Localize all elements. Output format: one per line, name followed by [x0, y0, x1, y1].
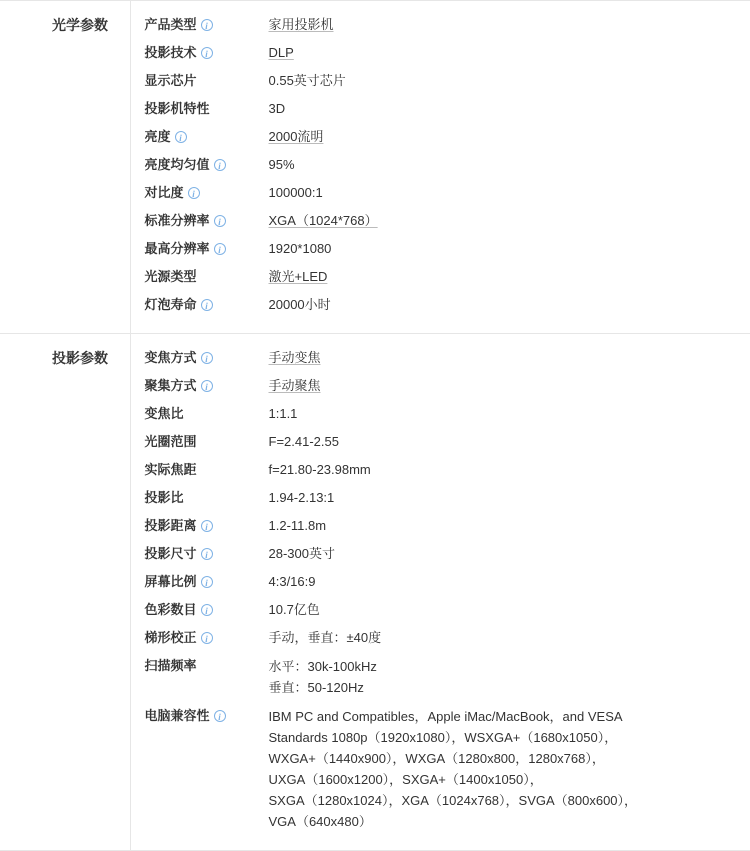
row-value: 95% — [269, 155, 750, 175]
spec-row — [131, 652, 750, 702]
row-label — [131, 706, 269, 726]
row-label — [131, 43, 269, 63]
row-label-text: 屏幕比例 — [145, 572, 197, 592]
spec-row — [131, 568, 750, 596]
row-label-text: 显示芯片 — [145, 71, 197, 91]
info-icon[interactable]: i — [214, 710, 226, 722]
row-label-text: 标准分辨率 — [145, 211, 210, 231]
row-label — [131, 544, 269, 564]
row-label-text: 投影比 — [145, 488, 184, 508]
row-label — [131, 432, 269, 452]
row-label-text: 产品类型 — [145, 15, 197, 35]
row-value: 1920*1080 — [269, 239, 750, 259]
row-value[interactable]: DLP — [269, 43, 750, 63]
spec-row — [131, 207, 750, 235]
spec-row — [131, 11, 750, 39]
row-label-text: 投影距离 — [145, 516, 197, 536]
value-line: UXGA（1600x1200），SXGA+（1400x1050）， — [269, 769, 731, 790]
row-label-text: 亮度均匀值 — [145, 155, 210, 175]
row-label-text: 变焦方式 — [145, 348, 197, 368]
info-icon[interactable]: i — [214, 215, 226, 227]
row-label — [131, 183, 269, 203]
info-icon[interactable]: i — [214, 159, 226, 171]
spec-row — [131, 372, 750, 400]
row-label-text: 对比度 — [145, 183, 184, 203]
info-icon[interactable]: i — [201, 299, 213, 311]
row-label — [131, 15, 269, 35]
row-label-text: 投影尺寸 — [145, 544, 197, 564]
row-value: 0.55英寸芯片 — [269, 71, 750, 91]
row-label — [131, 600, 269, 620]
row-label — [131, 211, 269, 231]
row-label-text: 亮度 — [145, 127, 171, 147]
row-label-text: 投影机特性 — [145, 99, 210, 119]
spec-row — [131, 151, 750, 179]
row-value — [269, 706, 750, 832]
row-value: 手动，垂直：±40度 — [269, 628, 750, 648]
value-line: 垂直：50-120Hz — [269, 677, 731, 698]
row-label-text: 灯泡寿命 — [145, 295, 197, 315]
info-icon[interactable]: i — [201, 352, 213, 364]
value-line: WXGA+（1440x900），WXGA（1280x800，1280x768）， — [269, 748, 731, 769]
spec-row — [131, 39, 750, 67]
info-icon[interactable]: i — [201, 19, 213, 31]
info-icon[interactable]: i — [201, 576, 213, 588]
row-label — [131, 127, 269, 147]
spec-row — [131, 428, 750, 456]
value-line: IBM PC and Compatibles，Apple iMac/MacBook，and VESA — [269, 706, 731, 727]
spec-section-projection — [0, 334, 750, 851]
spec-row — [131, 263, 750, 291]
row-value[interactable]: 2000流明 — [269, 127, 750, 147]
section-body-optical — [130, 1, 750, 334]
row-label — [131, 628, 269, 648]
row-label — [131, 239, 269, 259]
row-label — [131, 155, 269, 175]
section-title-projection: 投影参数 — [0, 334, 130, 851]
row-value[interactable]: XGA（1024*768） — [269, 211, 750, 231]
row-value: 10.7亿色 — [269, 600, 750, 620]
row-label-text: 光源类型 — [145, 267, 197, 287]
row-value: 1.94-2.13:1 — [269, 488, 750, 508]
row-label-text: 实际焦距 — [145, 460, 197, 480]
row-label — [131, 376, 269, 396]
spec-row — [131, 624, 750, 652]
spec-row — [131, 291, 750, 319]
info-icon[interactable]: i — [201, 47, 213, 59]
row-value[interactable]: 家用投影机 — [269, 15, 750, 35]
info-icon[interactable]: i — [175, 131, 187, 143]
spec-row — [131, 540, 750, 568]
value-line: SXGA（1280x1024），XGA（1024x768），SVGA（800x600）， — [269, 790, 731, 811]
info-icon[interactable]: i — [201, 604, 213, 616]
row-label — [131, 488, 269, 508]
info-icon[interactable]: i — [214, 243, 226, 255]
spec-row — [131, 179, 750, 207]
spec-row — [131, 702, 750, 836]
row-label-text: 梯形校正 — [145, 628, 197, 648]
row-value: 20000小时 — [269, 295, 750, 315]
row-value: 100000:1 — [269, 183, 750, 203]
spec-row — [131, 123, 750, 151]
row-value: 28-300英寸 — [269, 544, 750, 564]
section-title-optical: 光学参数 — [0, 1, 130, 334]
info-icon[interactable]: i — [201, 632, 213, 644]
row-label-text: 扫描频率 — [145, 656, 197, 676]
row-label — [131, 656, 269, 676]
row-value — [269, 656, 750, 698]
row-label-text: 聚集方式 — [145, 376, 197, 396]
row-label-text: 色彩数目 — [145, 600, 197, 620]
row-value: 1.2-11.8m — [269, 516, 750, 536]
spec-row — [131, 512, 750, 540]
row-value: F=2.41-2.55 — [269, 432, 750, 452]
row-label-text: 电脑兼容性 — [145, 706, 210, 726]
row-label — [131, 267, 269, 287]
row-label — [131, 99, 269, 119]
row-value: f=21.80-23.98mm — [269, 460, 750, 480]
value-line: Standards 1080p（1920x1080），WSXGA+（1680x1050）， — [269, 727, 731, 748]
spec-section-optical — [0, 1, 750, 334]
row-label — [131, 460, 269, 480]
row-label-text: 最高分辨率 — [145, 239, 210, 259]
spec-row — [131, 95, 750, 123]
row-label — [131, 295, 269, 315]
row-value[interactable]: 激光+LED — [269, 267, 750, 287]
info-icon[interactable]: i — [201, 548, 213, 560]
spec-row — [131, 484, 750, 512]
row-value[interactable]: 手动聚焦 — [269, 376, 750, 396]
spec-row — [131, 344, 750, 372]
section-body-projection — [130, 334, 750, 851]
spec-row — [131, 596, 750, 624]
value-line: VGA（640x480） — [269, 811, 731, 832]
row-label — [131, 572, 269, 592]
row-label — [131, 516, 269, 536]
row-value[interactable]: 手动变焦 — [269, 348, 750, 368]
row-label-text: 变焦比 — [145, 404, 184, 424]
info-icon[interactable]: i — [188, 187, 200, 199]
info-icon[interactable]: i — [201, 520, 213, 532]
spec-row — [131, 400, 750, 428]
row-value: 3D — [269, 99, 750, 119]
row-label-text: 投影技术 — [145, 43, 197, 63]
info-icon[interactable]: i — [201, 380, 213, 392]
spec-row — [131, 456, 750, 484]
row-value: 4:3/16:9 — [269, 572, 750, 592]
spec-row — [131, 67, 750, 95]
value-line: 水平：30k-100kHz — [269, 656, 731, 677]
row-label — [131, 404, 269, 424]
row-value: 1:1.1 — [269, 404, 750, 424]
row-label-text: 光圈范围 — [145, 432, 197, 452]
row-label — [131, 71, 269, 91]
spec-row — [131, 235, 750, 263]
row-label — [131, 348, 269, 368]
spec-table-body — [0, 1, 750, 851]
